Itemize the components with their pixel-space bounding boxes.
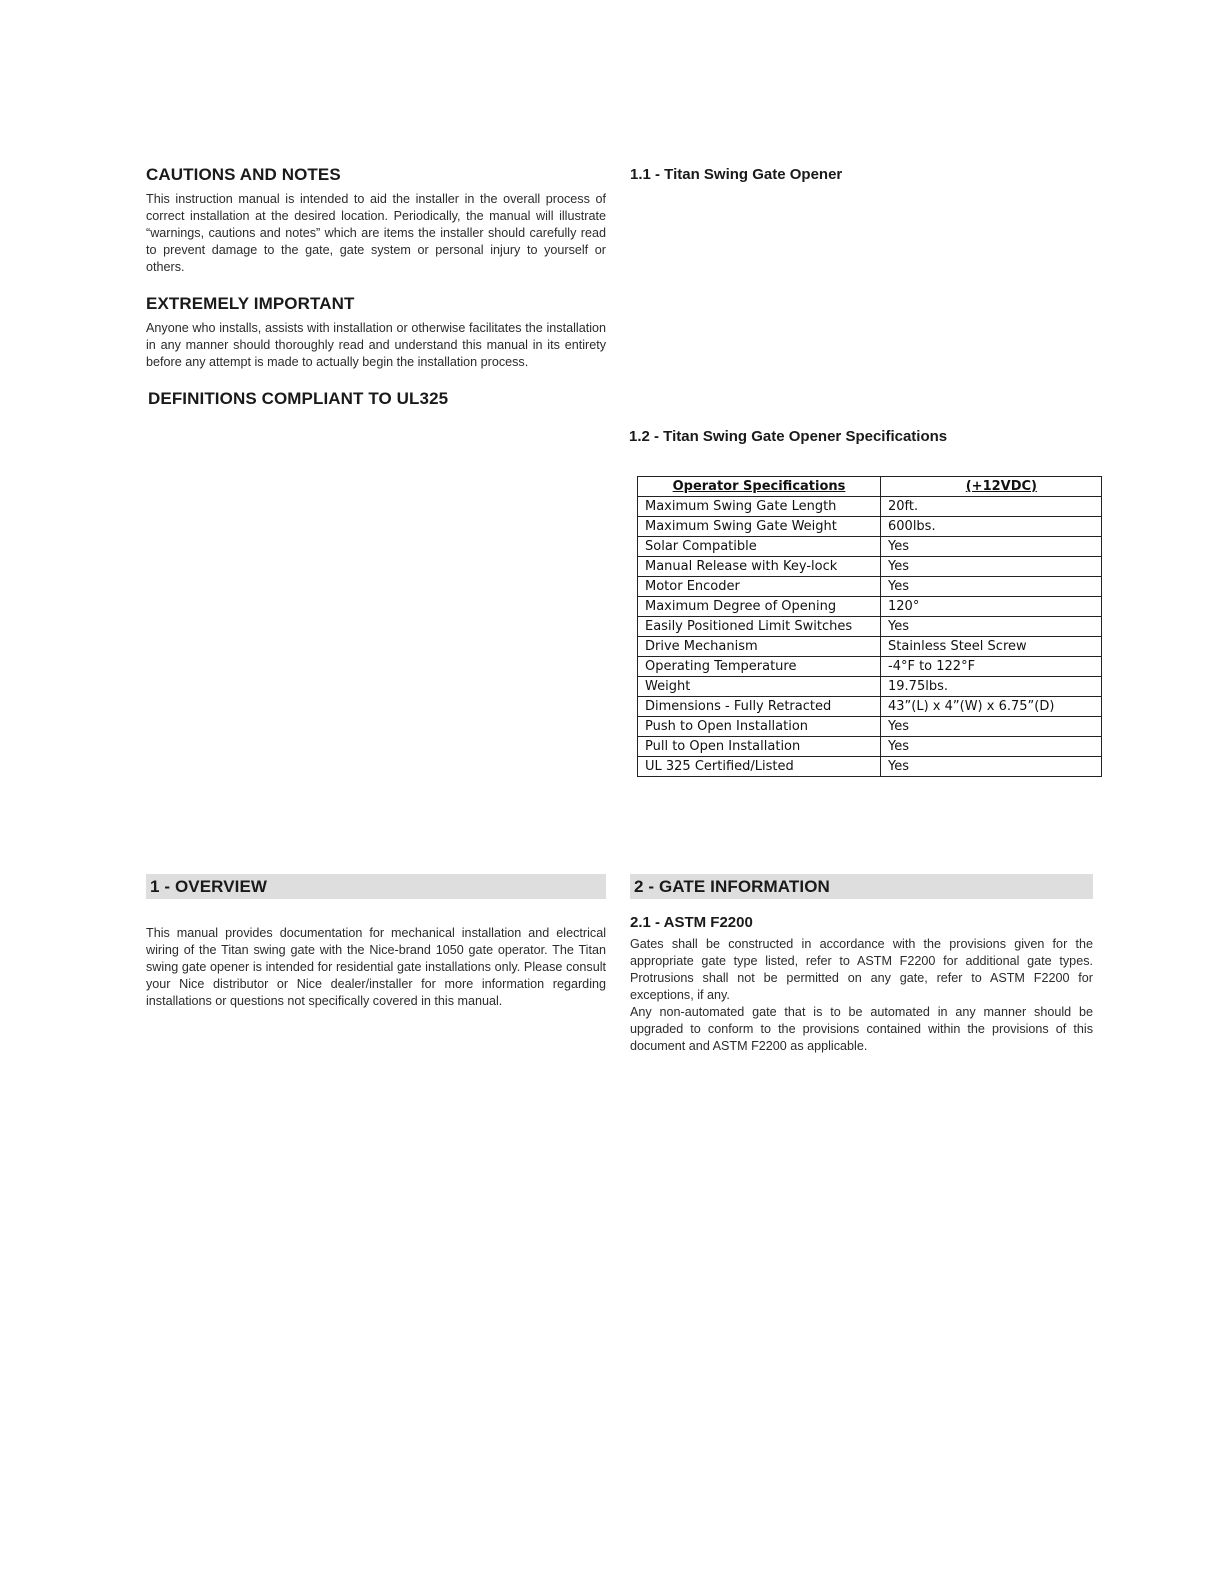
table-row <box>638 537 1102 557</box>
cautions-title: CAUTIONS AND NOTES <box>146 165 341 184</box>
definitions-title: DEFINITIONS COMPLIANT TO UL325 <box>148 389 449 408</box>
spec-value: 600lbs. <box>881 517 1102 537</box>
opener-section <box>630 166 1090 183</box>
table-row <box>638 677 1102 697</box>
spec-label: Dimensions - Fully Retracted <box>638 697 881 717</box>
spec-label: Drive Mechanism <box>638 637 881 657</box>
spec-value: Yes <box>881 717 1102 737</box>
table-row <box>638 737 1102 757</box>
spec-label: Easily Positioned Limit Switches <box>638 617 881 637</box>
important-body: Anyone who installs, assists with installation or otherwise facilitates the installation in any manner should thoroughly read and understand this manual in its entirety before any attempt is made to actually begin the installation process. <box>146 321 606 369</box>
spec-value: -4°F to 122°F <box>881 657 1102 677</box>
spec-label: Maximum Swing Gate Length <box>638 497 881 517</box>
cautions-body: This instruction manual is intended to aid the installer in the overall process of correct installation at the desired location. Periodically, the manual will illustrate “warnings, cautions and notes” which are items the installer should carefully read to prevent damage to the gate, gate system or personal injury to yourself or others. <box>146 192 606 274</box>
spec-label: Maximum Degree of Opening <box>638 597 881 617</box>
spec-label: Weight <box>638 677 881 697</box>
overview-title: 1 - OVERVIEW <box>150 877 268 896</box>
gate-info-section <box>630 874 1093 1055</box>
spec-label: Maximum Swing Gate Weight <box>638 517 881 537</box>
spec-value: 19.75lbs. <box>881 677 1102 697</box>
table-row <box>638 577 1102 597</box>
table-row <box>638 657 1102 677</box>
spec-value: 120° <box>881 597 1102 617</box>
specs-table <box>637 476 1102 777</box>
table-row <box>638 597 1102 617</box>
spec-value: Stainless Steel Screw <box>881 637 1102 657</box>
overview-body: This manual provides documentation for mechanical installation and electrical wiring of the Titan swing gate with the Nice-brand 1050 gate operator. The Titan swing gate opener is intended for residential gate installations only. Please consult your Nice distributor or Nice dealer/installer for more information regarding installations or questions not specifically covered in this manual. <box>146 926 606 1008</box>
spec-value: Yes <box>881 557 1102 577</box>
specs-title: 1.2 - Titan Swing Gate Opener Specifications <box>629 428 948 445</box>
spec-value: 43”(L) x 4”(W) x 6.75”(D) <box>881 697 1102 717</box>
definitions-section <box>148 389 608 409</box>
astm-body-2: Any non-automated gate that is to be automated in any manner should be upgraded to conform to the provisions contained within the provisions of this document and ASTM F2200 as applicable. <box>630 1005 1093 1053</box>
table-row <box>638 697 1102 717</box>
specs-header-col1: Operator Specifications <box>638 477 881 497</box>
overview-section <box>146 874 606 1010</box>
astm-title: 2.1 - ASTM F2200 <box>630 914 753 931</box>
specs-header-col2: (+12VDC) <box>881 477 1102 497</box>
spec-value: Yes <box>881 737 1102 757</box>
table-row <box>638 557 1102 577</box>
gate-info-title: 2 - GATE INFORMATION <box>634 877 830 896</box>
spec-label: Manual Release with Key-lock <box>638 557 881 577</box>
spec-value: Yes <box>881 537 1102 557</box>
specs-table-header-row <box>638 477 1102 497</box>
spec-label: Motor Encoder <box>638 577 881 597</box>
table-row <box>638 757 1102 777</box>
table-row <box>638 497 1102 517</box>
spec-value: Yes <box>881 577 1102 597</box>
overview-header-bar <box>146 874 606 899</box>
gate-info-header-bar <box>630 874 1093 899</box>
specs-table-wrap <box>637 476 1102 777</box>
table-row <box>638 717 1102 737</box>
spec-label: Pull to Open Installation <box>638 737 881 757</box>
cautions-section <box>146 165 606 276</box>
spec-value: Yes <box>881 757 1102 777</box>
important-section <box>146 294 606 371</box>
table-row <box>638 637 1102 657</box>
spec-label: Operating Temperature <box>638 657 881 677</box>
spec-label: Solar Compatible <box>638 537 881 557</box>
table-row <box>638 617 1102 637</box>
specs-section <box>629 428 1099 445</box>
astm-body-1: Gates shall be constructed in accordance with the provisions given for the appropriate gate type listed, refer to ASTM F2200 for additional gate types. Protrusions shall not be permitted on any gate, refer to ASTM F2200 for exceptions, if any. <box>630 937 1093 1002</box>
spec-label: UL 325 Certified/Listed <box>638 757 881 777</box>
opener-title: 1.1 - Titan Swing Gate Opener <box>630 166 843 183</box>
important-title: EXTREMELY IMPORTANT <box>146 294 355 313</box>
table-row <box>638 517 1102 537</box>
spec-value: Yes <box>881 617 1102 637</box>
spec-value: 20ft. <box>881 497 1102 517</box>
spec-label: Push to Open Installation <box>638 717 881 737</box>
